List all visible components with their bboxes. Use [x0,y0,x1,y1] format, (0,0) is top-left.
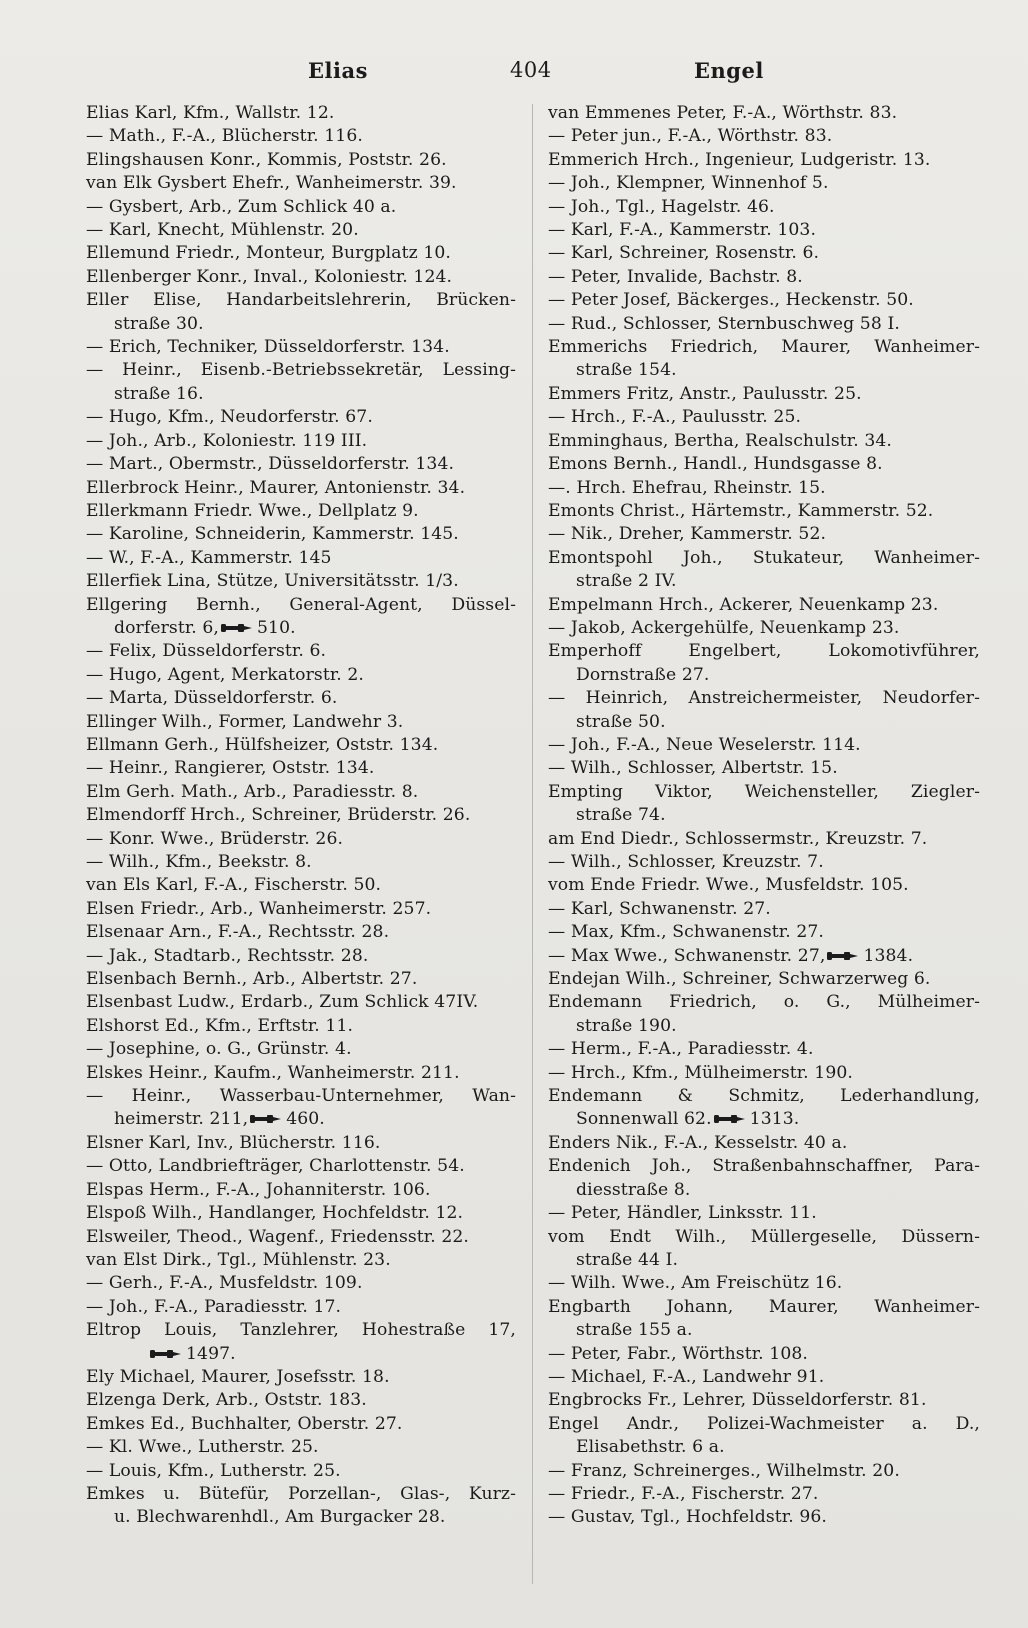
entry-text: Elspas Herm., F.-A., Johanniterstr. 106. [86,1179,431,1200]
entry-text: Elsenbast Ludw., Erdarb., Zum Schlick 47IV. [86,992,479,1013]
entry-text: van Emmenes Peter, F.-A., Wörthstr. 83. [548,103,898,123]
entry-text: — Rud., Schlosser, Sternbuschweg 58 I. [548,313,900,334]
directory-entry [548,1366,980,1389]
entry-text: Ellmann Gerh., Hülfsheizer, Oststr. 134. [86,734,439,755]
entry-text: — Joh., Klempner, Winnenhof 5. [548,173,829,194]
entry-text: Ellgering Bernh., General-Agent, Düssel- [86,594,516,615]
entry-text: — Hugo, Agent, Merkatorstr. 2. [86,664,364,685]
entry-text: Endemann Friedrich, o. G., Mülheimer- [548,992,980,1013]
entry-text: — Max, Kfm., Schwanenstr. 27. [548,922,824,943]
entry-continuation: Elisabethstr. 6 a. [576,1437,725,1458]
entry-text: Elingshausen Konr., Kommis, Poststr. 26. [86,149,447,170]
directory-entry [86,664,516,687]
directory-entry [548,172,980,195]
directory-entry [86,219,516,242]
directory-entry [548,945,980,968]
directory-entry [548,1460,980,1483]
directory-entry [86,1319,516,1366]
directory-entry [86,547,516,570]
entry-text: Elspoß Wilh., Handlanger, Hochfeldstr. 12. [86,1203,464,1224]
column-divider [532,104,533,1584]
directory-entry [548,1506,980,1529]
page-number: 404 [510,58,552,82]
entry-text: — Wilh. Wwe., Am Freischütz 16. [548,1273,843,1294]
directory-entry [86,266,516,289]
directory-entry [86,1062,516,1085]
entry-text: Elsenbach Bernh., Arb., Albertstr. 27. [86,969,418,990]
left-column [86,102,516,1530]
entry-text: Ely Michael, Maurer, Josefsstr. 18. [86,1366,390,1387]
directory-entry [86,757,516,780]
entry-text: — Joh., F.-A., Neue Weselerstr. 114. [548,734,861,755]
directory-entry [86,640,516,663]
directory-entry [86,102,516,125]
entry-text: Emons Bernh., Handl., Hundsgasse 8. [548,454,883,475]
entry-text: — Wilh., Schlosser, Kreuzstr. 7. [548,852,824,872]
entry-text: — Louis, Kfm., Lutherstr. 25. [86,1460,341,1481]
header-right-keyword: Engel [694,58,764,83]
entry-text: — Nik., Dreher, Kammerstr. 52. [548,524,827,545]
directory-entry [86,711,516,734]
directory-entry [548,828,980,851]
directory-entry [86,336,516,359]
telephone-number: 460. [286,1109,325,1130]
entry-text: Elias Karl, Kfm., Wallstr. 12. [86,103,335,123]
directory-entry [86,1460,516,1483]
entry-text: — Franz, Schreinerges., Wilhelmstr. 20. [548,1460,900,1481]
telephone-icon [827,950,859,962]
directory-entry [548,1085,980,1132]
directory-entry [86,196,516,219]
directory-entry [548,874,980,897]
directory-entry [86,594,516,641]
entry-text: Emkes u. Bütefür, Porzellan-, Glas-, Kurz- [86,1483,516,1504]
directory-entry [86,1202,516,1225]
directory-entry [548,547,980,594]
entry-text: — Peter, Fabr., Wörthstr. 108. [548,1343,808,1364]
entry-text: — Peter, Händler, Linksstr. 11. [548,1203,817,1224]
directory-entry [86,477,516,500]
directory-entry [86,1436,516,1459]
directory-entry [86,1155,516,1178]
directory-entry [86,1389,516,1412]
entry-continuation: straße 190. [576,1015,677,1036]
entry-text: van Elk Gysbert Ehefr., Wanheimerstr. 39. [86,173,457,194]
directory-entry [86,898,516,921]
directory-entry [548,617,980,640]
telephone-number: 510. [257,617,296,638]
entry-text: Elm Gerh. Math., Arb., Paradiesstr. 8. [86,781,419,802]
directory-entry [86,1226,516,1249]
entry-text: — Jakob, Ackergehülfe, Neuenkamp 23. [548,617,900,638]
directory-entry [548,968,980,991]
entry-text: van Elst Dirk., Tgl., Mühlenstr. 23. [86,1249,391,1270]
directory-entry [86,523,516,546]
entry-text: — Gustav, Tgl., Hochfeldstr. 96. [548,1507,827,1528]
directory-entry [86,289,516,336]
entry-text: — Peter Josef, Bäckerges., Heckenstr. 50. [548,290,914,311]
entry-text: Ellenberger Konr., Inval., Koloniestr. 124. [86,266,453,287]
directory-entry [86,1038,516,1061]
entry-text: Elskes Heinr., Kaufm., Wanheimerstr. 211. [86,1062,460,1083]
entry-continuation: straße 154. [576,360,677,381]
entry-text: — Hugo, Kfm., Neudorferstr. 67. [86,407,373,428]
directory-entry [86,125,516,148]
right-column [548,102,980,1530]
entry-text: — Karl, Schreiner, Rosenstr. 6. [548,243,820,264]
directory-entry [548,266,980,289]
entry-text: — Hrch., Kfm., Mülheimerstr. 190. [548,1062,853,1083]
entry-text: — Heinrich, Anstreichermeister, Neudorfer- [548,688,980,709]
entry-text: — Math., F.-A., Blücherstr. 116. [86,126,363,147]
entry-text: — Marta, Düsseldorferstr. 6. [86,688,338,709]
directory-entry [548,219,980,242]
directory-entry [86,1413,516,1436]
entry-text: Ellerkmann Friedr. Wwe., Dellplatz 9. [86,500,419,521]
entry-continuation: straße 44 I. [576,1249,679,1270]
directory-entry [86,1366,516,1389]
entry-continuation [86,617,516,640]
directory-entry [548,898,980,921]
directory-entry [86,1085,516,1132]
directory-entry [86,1483,516,1530]
entry-continuation [86,1108,516,1131]
entry-text: — Michael, F.-A., Landwehr 91. [548,1366,825,1387]
entry-continuation-text: heimerstr. 211, [114,1109,249,1130]
entry-text: Engel Andr., Polizei-Wachmeister a. D., [548,1413,980,1434]
entry-text: — Heinr., Rangierer, Oststr. 134. [86,758,375,779]
telephone-number: 1384. [863,945,914,966]
entry-text: Empting Viktor, Weichensteller, Ziegler- [548,781,980,802]
entry-continuation [548,1108,980,1131]
entry-text: Emmerich Hrch., Ingenieur, Ludgeristr. 13. [548,149,931,170]
entry-text: Elsenaar Arn., F.-A., Rechtsstr. 28. [86,922,390,943]
entry-continuation: diesstraße 8. [576,1179,691,1200]
directory-entry [548,430,980,453]
directory-entry [548,500,980,523]
entry-text: — Karoline, Schneiderin, Kammerstr. 145. [86,524,459,545]
directory-entry [548,1389,980,1412]
telephone-icon [714,1113,746,1125]
entry-text: — Karl, Knecht, Mühlenstr. 20. [86,220,359,241]
directory-entry [86,687,516,710]
directory-entry [86,945,516,968]
entry-text: Ellinger Wilh., Former, Landwehr 3. [86,711,404,732]
entry-text: — Karl, Schwanenstr. 27. [548,898,771,919]
entry-text: Endejan Wilh., Schreiner, Schwarzerweg 6. [548,969,931,990]
directory-entry [548,1413,980,1460]
directory-entry [548,1038,980,1061]
directory-entry [548,640,980,687]
directory-entry [548,313,980,336]
entry-text: vom Endt Wilh., Müllergeselle, Düssern- [548,1226,980,1247]
entry-text: van Els Karl, F.-A., Fischerstr. 50. [86,875,382,896]
telephone-icon [221,622,253,634]
directory-entry [86,804,516,827]
directory-entry [548,523,980,546]
entry-text: Endemann & Schmitz, Lederhandlung, [548,1086,980,1107]
entry-text: — Heinr., Wasserbau-Unternehmer, Wan- [86,1086,516,1107]
telephone-number: 1313. [749,1109,800,1130]
header-left-keyword: Elias [308,58,368,83]
entry-text: — Friedr., F.-A., Fischerstr. 27. [548,1483,819,1504]
directory-entry [548,1343,980,1366]
directory-entry [86,570,516,593]
directory-entry [548,406,980,429]
entry-text: Elsen Friedr., Arb., Wanheimerstr. 257. [86,898,432,919]
directory-entry [548,196,980,219]
directory-entry [548,921,980,944]
directory-entry [86,1179,516,1202]
entry-text: — Joh., F.-A., Paradiesstr. 17. [86,1296,342,1317]
entry-text: — Otto, Landbriefträger, Charlottenstr. 54. [86,1156,465,1177]
entry-text: Emkes Ed., Buchhalter, Oberstr. 27. [86,1413,403,1434]
entry-text: — Kl. Wwe., Lutherstr. 25. [86,1437,319,1458]
directory-entry [548,1155,980,1202]
entry-text: — Gerh., F.-A., Musfeldstr. 109. [86,1273,363,1294]
directory-entry [86,242,516,265]
directory-entry [548,477,980,500]
directory-entry [548,242,980,265]
entry-continuation: straße 50. [576,711,666,732]
directory-entry [548,1226,980,1273]
directory-entry [86,1015,516,1038]
entry-text: vom Ende Friedr. Wwe., Musfeldstr. 105. [548,875,909,896]
directory-entry [86,149,516,172]
entry-text: — Josephine, o. G., Grünstr. 4. [86,1039,352,1060]
entry-text: Elsner Karl, Inv., Blücherstr. 116. [86,1132,381,1153]
entry-text: — W., F.-A., Kammerstr. 145 [86,547,332,568]
entry-text: — Gysbert, Arb., Zum Schlick 40 a. [86,196,397,217]
directory-entry [548,781,980,828]
directory-entry [86,500,516,523]
entry-text: Endenich Joh., Straßenbahnschaffner, Para- [548,1156,980,1177]
entry-continuation: u. Blechwarenhdl., Am Burgacker 28. [114,1507,446,1528]
directory-entry [548,1483,980,1506]
entry-text: Elshorst Ed., Kfm., Erftstr. 11. [86,1015,354,1036]
entry-text: Elmendorff Hrch., Schreiner, Brüderstr. 26. [86,805,471,826]
entry-text: —. Hrch. Ehefrau, Rheinstr. 15. [548,477,826,498]
entry-text: Emonts Christ., Härtemstr., Kammerstr. 52. [548,500,934,521]
directory-entry [86,991,516,1014]
entry-continuation: straße 30. [114,313,204,334]
directory-entry [548,1272,980,1295]
entry-text: Engbrocks Fr., Lehrer, Düsseldorferstr. 81. [548,1390,927,1411]
entry-continuation: straße 74. [576,805,666,826]
entry-text: Eller Elise, Handarbeitslehrerin, Brücken- [86,290,516,311]
directory-entry [548,125,980,148]
entry-continuation-text: Sonnenwall 62. [576,1109,712,1130]
directory-entry [86,734,516,757]
entry-text: — Max Wwe., Schwanenstr. 27, 1384. [548,945,914,966]
directory-entry [548,734,980,757]
directory-entry [86,1249,516,1272]
directory-entry [86,172,516,195]
entry-text: Engbarth Johann, Maurer, Wanheimer- [548,1296,980,1317]
entry-continuation-text: dorferstr. 6, [114,617,219,638]
entry-continuation: Dornstraße 27. [576,664,710,685]
entry-text: Elsweiler, Theod., Wagenf., Friedensstr. 22. [86,1226,469,1247]
directory-entry [86,406,516,429]
entry-text: Elzenga Derk, Arb., Oststr. 183. [86,1390,367,1411]
directory-entry [548,453,980,476]
directory-entry [548,383,980,406]
directory-entry [86,828,516,851]
directory-entry [86,430,516,453]
directory-entry [86,1272,516,1295]
page-header [0,58,1028,94]
entry-text: — Hrch., F.-A., Paulusstr. 25. [548,407,802,428]
entry-text: Eltrop Louis, Tanzlehrer, Hohestraße 17, [86,1320,516,1341]
entry-text: Emmers Fritz, Anstr., Paulusstr. 25. [548,383,862,404]
entry-text: — Karl, F.-A., Kammerstr. 103. [548,220,817,241]
directory-entry [86,851,516,874]
entry-text: Ellerbrock Heinr., Maurer, Antonienstr. 34. [86,477,466,498]
entry-text: — Konr. Wwe., Brüderstr. 26. [86,828,344,849]
entry-text: — Joh., Arb., Koloniestr. 119 III. [86,430,368,451]
directory-entry [548,149,980,172]
entry-continuation: straße 155 a. [576,1320,693,1341]
entry-text: — Felix, Düsseldorferstr. 6. [86,641,327,662]
entry-text: — Mart., Obermstr., Düsseldorferstr. 134. [86,454,455,475]
directory-entry [548,1202,980,1225]
directory-entry [86,359,516,406]
directory-entry [548,757,980,780]
entry-text: am End Diedr., Schlossermstr., Kreuzstr. 7. [548,828,928,849]
directory-entry [548,1132,980,1155]
entry-text: — Heinr., Eisenb.-Betriebssekretär, Lessing- [86,360,516,381]
entry-text: Empelmann Hrch., Ackerer, Neuenkamp 23. [548,594,939,615]
directory-entry [86,1296,516,1319]
directory-entry [86,921,516,944]
telephone-icon [150,1348,182,1360]
directory-entry [548,102,980,125]
directory-entry [548,289,980,312]
directory-entry [86,1132,516,1155]
entry-text: Ellerfiek Lina, Stütze, Universitätsstr. 1/3. [86,571,459,592]
directory-entry [548,1296,980,1343]
directory-entry [548,991,980,1038]
entry-continuation: straße 16. [114,383,204,404]
entry-continuation [86,1343,516,1366]
entry-text: Emperhoff Engelbert, Lokomotivführer, [548,641,980,662]
entry-text: Enders Nik., F.-A., Kesselstr. 40 a. [548,1132,848,1153]
entry-text: Emmerichs Friedrich, Maurer, Wanheimer- [548,337,980,358]
entry-text: — Wilh., Schlosser, Albertstr. 15. [548,758,838,779]
telephone-number: 1497. [186,1343,236,1364]
telephone-icon [250,1113,282,1125]
entry-text: — Wilh., Kfm., Beekstr. 8. [86,852,312,872]
entry-text: — Erich, Techniker, Düsseldorferstr. 134. [86,337,450,358]
entry-text: — Jak., Stadtarb., Rechtsstr. 28. [86,945,369,966]
directory-entry [86,874,516,897]
directory-entry [548,851,980,874]
entry-continuation: straße 2 IV. [576,571,677,592]
entry-text: — Herm., F.-A., Paradiesstr. 4. [548,1039,814,1060]
directory-entry [86,968,516,991]
directory-entry [86,453,516,476]
directory-entry [548,594,980,617]
directory-entry [548,336,980,383]
entry-text: Emontspohl Joh., Stukateur, Wanheimer- [548,547,980,568]
directory-entry [548,1062,980,1085]
entry-text: — Peter, Invalide, Bachstr. 8. [548,266,803,287]
directory-entry [86,781,516,804]
entry-text: Emminghaus, Bertha, Realschulstr. 34. [548,430,892,451]
entry-text: — Joh., Tgl., Hagelstr. 46. [548,196,775,217]
entry-text: Ellemund Friedr., Monteur, Burgplatz 10. [86,243,451,264]
entry-text: — Peter jun., F.-A., Wörthstr. 83. [548,126,833,147]
directory-entry [548,687,980,734]
